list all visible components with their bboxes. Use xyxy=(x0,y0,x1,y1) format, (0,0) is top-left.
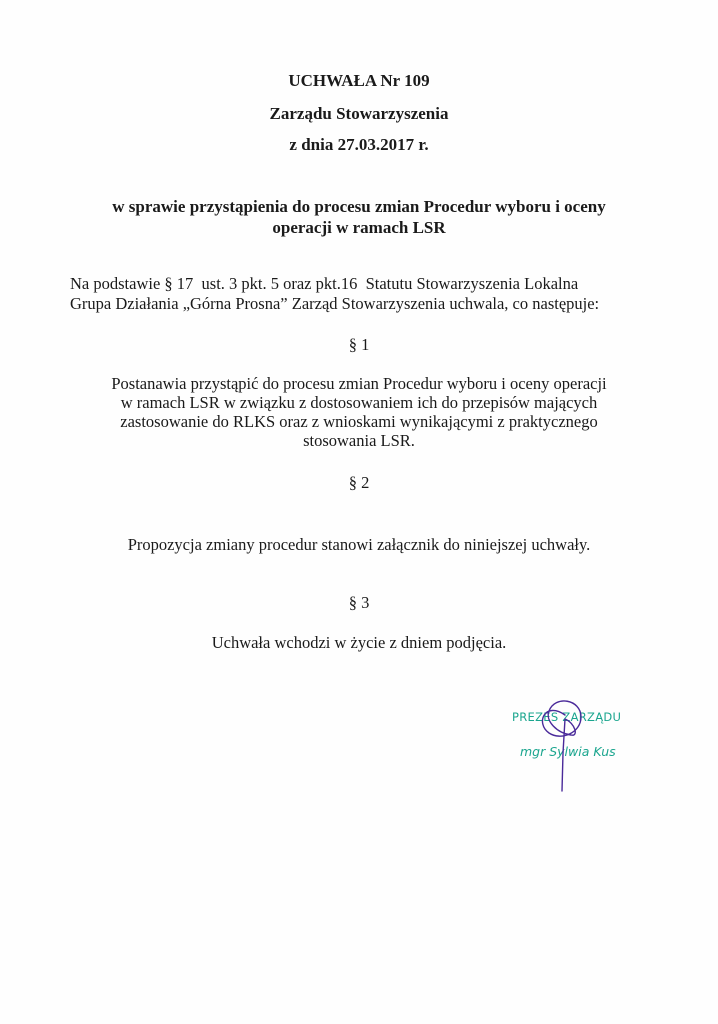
section-2-heading: § 2 xyxy=(348,473,370,492)
resolution-date: z dnia 27.03.2017 r. xyxy=(289,135,429,154)
signature-stamp-name: mgr Sylwia Kus xyxy=(520,744,616,759)
subject-line-2: operacji w ramach LSR xyxy=(272,218,446,237)
subject-line-1: w sprawie przystąpienia do procesu zmian Procedur wyboru i oceny xyxy=(112,197,606,216)
section-1-line: zastosowanie do RLKS oraz z wnioskami wynikającymi z praktycznego xyxy=(120,412,598,431)
resolution-title: UCHWAŁA Nr 109 xyxy=(288,71,430,90)
intro-line-2: Grupa Działania „Górna Prosna” Zarząd Stowarzyszenia uchwala, co następuje: xyxy=(70,294,600,313)
legal-basis-paragraph xyxy=(70,274,660,314)
resolution-subject xyxy=(0,196,718,238)
handwritten-signature xyxy=(535,693,595,793)
intro-line-1: Na podstawie § 17 ust. 3 pkt. 5 oraz pkt.16 Statutu Stowarzyszenia Lokalna xyxy=(70,274,579,293)
section-3-body xyxy=(0,633,718,652)
section-1-body xyxy=(0,374,718,450)
signature-stamp-title: PREZES ZARZĄDU xyxy=(512,710,622,724)
section-1-line: stosowania LSR. xyxy=(303,431,415,450)
section-1-heading: § 1 xyxy=(348,335,370,354)
section-3-line: Uchwała wchodzi w życie z dniem podjęcia. xyxy=(211,633,507,652)
signature-stroke xyxy=(542,701,581,791)
section-3-heading: § 3 xyxy=(348,593,370,612)
section-1-line: w ramach LSR w związku z dostosowaniem ich do przepisów mających xyxy=(120,393,598,412)
section-2-body xyxy=(0,535,718,554)
section-1-line: Postanawia przystąpić do procesu zmian Procedur wyboru i oceny operacji xyxy=(111,374,607,393)
resolution-issuer: Zarządu Stowarzyszenia xyxy=(269,104,449,123)
section-2-line: Propozycja zmiany procedur stanowi załącznik do niniejszej uchwały. xyxy=(127,535,591,554)
